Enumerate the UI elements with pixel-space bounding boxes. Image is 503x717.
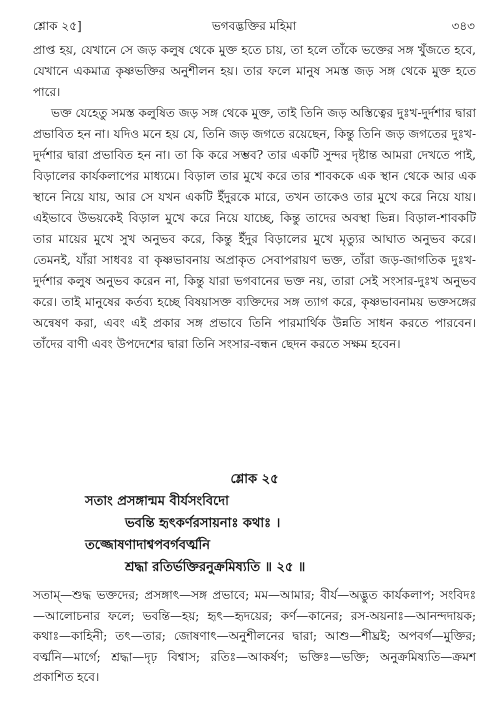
verse-title: শ্লোক ২৫ xyxy=(230,472,279,487)
purport-text xyxy=(33,40,476,355)
purport-paragraph-2: ভক্ত যেহেতু সমস্ত কলুষিত জড় সঙ্গ থেকে মুক্ত, তাই তিনি জড় অস্তিত্বের দুঃখ-দুর্দশার দ্বারা প্রভাবিত হন না। যদিও মনে হয় যে, তিনি জড় জগতে রয়েছেন, কিন্তু তিনি জড় জগতের দুঃখ-দুর্দশার দ্বারা প্রভাবিত হন না। তা কি করে সম্ভব? তার একটি সুন্দর দৃষ্টান্ত আমরা দেখতে পাই, বিড়ালের কার্যকলাপের মাধ্যমে। বিড়াল তার মুখে করে তার শাবককে এক স্থান থেকে আর এক স্থানে নিয়ে যায়, আর সে যখন একটি ইঁদুরকে মারে, তখন তাকেও তার মুখে করে নিয়ে যায়। এইভাবে উভয়কেই বিড়াল মুখে করে নিয়ে যাচ্ছে, কিন্তু তাদের অবস্থা ভিন্ন। বিড়াল-শাবকটি তার মায়ের মুখে সুখ অনুভব করে, কিন্তু ইঁদুর বিড়ালের মুখে মৃত্যুর আঘাত অনুভব করে। তেমনই, যাঁরা সাধবঃ বা কৃষ্ণভাবনায় অপ্রাকৃত সেবাপরায়ণ ভক্ত, তাঁরা জড়-জাগতিক দুঃখ-দুর্দশার কলুষ অনুভব করেন না, কিন্তু যারা ভগবানের ভক্ত নয়, তারা সেই সংসার-দুঃখ অনুভব করে। তাই মানুষের কর্তব্য হচ্ছে বিষয়াসক্ত ব্যক্তিদের সঙ্গ ত্যাগ করে, কৃষ্ণভাবনাময় ভক্তসঙ্গের অন্বেষণ করা, এবং এই প্রকার সঙ্গ প্রভাবে তিনি পারমার্থিক উন্নতি সাধন করতে পারবেন। তাঁদের বাণী এবং উপদেশের দ্বারা তিনি সংসার-বন্ধন ছেদন করতে সক্ষম হবেন। xyxy=(33,106,476,351)
verse-line-1: সতাং প্রসঙ্গান্মম বীর্যসংবিদো xyxy=(85,494,229,509)
page-number: ৩৪৩ xyxy=(451,19,475,33)
verse-line-2: ভবন্তি হৃৎকর্ণরসায়নাঃ কথাঃ । xyxy=(125,516,281,531)
verse-line-4: শ্রদ্ধা রতির্ভক্তিরনুক্রমিষ্যতি ॥ ২৫ ॥ xyxy=(125,560,306,575)
page-header xyxy=(33,16,475,36)
verse-line-3: তজ্জোষণাদাশ্বপবর্গবর্ত্মনি xyxy=(85,538,211,553)
verse-reference: শ্লোক ২৫] xyxy=(33,19,82,33)
verse-block xyxy=(33,469,476,579)
chapter-title: ভগবদ্ভক্তির মহিমা xyxy=(211,19,297,33)
synonyms-text: সতাম্—শুদ্ধ ভক্তদের; প্রসঙ্গাৎ—সঙ্গ প্রভাবে; মম—আমার; বীর্য—অদ্ভুত কার্যকলাপ; সংবিদঃ—আলোচনার ফলে; ভবন্তি—হয়; হৃৎ—হৃদয়ের; কর্ণ—কানের; রস-অয়নাঃ—আনন্দদায়ক; কথাঃ—কাহিনী; তৎ—তার; জোষণাৎ—অনুশীলনের দ্বারা; আশু—শীঘ্রই; অপবর্গ—মুক্তির; বর্ত্মনি—মার্গে; শ্রদ্ধা—দৃঢ় বিশ্বাস; রতিঃ—আকর্ষণ; ভক্তিঃ—ভক্তি; অনুক্রমিষ্যতি—ক্রমশ প্রকাশিত হবে। xyxy=(33,588,476,684)
synonyms-section xyxy=(33,585,476,688)
purport-paragraph-1: প্রাপ্ত হয়, যেখানে সে জড় কলুষ থেকে মুক্ত হতে চায়, তা হলে তাঁকে ভক্তের সঙ্গ খুঁজতে হবে, যেখানে একমাত্র কৃষ্ণভক্তির অনুশীলন হয়। তার ফলে মানুষ সমস্ত জড় সঙ্গ থেকে মুক্ত হতে পারে। xyxy=(33,43,476,99)
